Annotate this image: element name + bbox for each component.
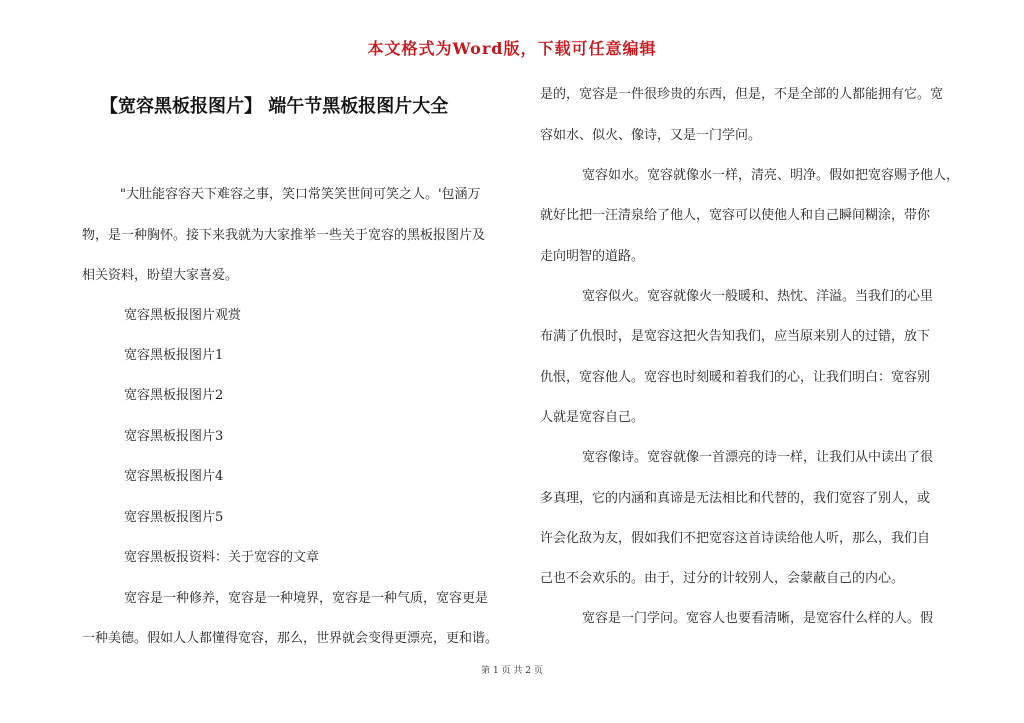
paragraph-line: 仇恨，宽容他人。宽容也时刻暖和着我们的心，让我们明白：宽容别: [540, 370, 931, 385]
paragraph-line: 一种美德。假如人人都懂得宽容，那么，世界就会变得更漂亮，更和谐。: [82, 631, 499, 646]
paragraph-line: "大肚能容容天下难容之事，笑口常笑笑世间可笑之人。'包涵万: [120, 187, 481, 202]
image-caption: 宽容黑板报图片5: [124, 510, 224, 525]
paragraph-line: 就好比把一汪清泉给了他人，宽容可以使他人和自己瞬间糊涂，带你: [540, 208, 931, 223]
paragraph-line: 宽容似火。宽容就像火一般暖和、热忱、洋溢。当我们的心里: [582, 289, 934, 304]
section-heading: 宽容黑板报资料：关于宽容的文章: [124, 550, 320, 565]
image-caption: 宽容黑板报图片4: [124, 469, 224, 484]
document-title: 【宽容黑板报图片】 端午节黑板报图片大全: [100, 96, 449, 117]
paragraph-line: 多真理，它的内涵和真谛是无法相比和代替的，我们宽容了别人，或: [540, 491, 931, 506]
image-caption: 宽容黑板报图片3: [124, 429, 224, 444]
paragraph-line: 布满了仇恨时，是宽容这把火告知我们，应当原来别人的过错，放下: [540, 329, 931, 344]
paragraph-line: 走向明智的道路。: [540, 249, 645, 264]
paragraph-line: 宽容像诗。宽容就像一首漂亮的诗一样，让我们从中读出了很: [582, 450, 934, 465]
image-caption: 宽容黑板报图片2: [124, 388, 224, 403]
page-indicator: 第 1 页 共 2 页: [481, 666, 543, 676]
paragraph-line: 人就是宽容自己。: [540, 410, 645, 425]
paragraph-line: 宽容是一种修养，宽容是一种境界，宽容是一种气质，宽容更是: [124, 591, 489, 606]
image-caption: 宽容黑板报图片1: [124, 348, 224, 363]
paragraph-line: 许会化敌为友，假如我们不把宽容这首诗读给他人听，那么，我们自: [540, 531, 931, 546]
paragraph-line: 容如水、似火、像诗，又是一门学问。: [540, 128, 762, 143]
paragraph-line: 是的，宽容是一件很珍贵的东西，但是，不是全部的人都能拥有它。宽: [540, 87, 944, 102]
download-banner: 本文格式为Word版，下载可任意编辑: [367, 39, 657, 58]
paragraph-line: 相关资料，盼望大家喜爱。: [82, 268, 239, 283]
paragraph-line: 己也不会欢乐的。由于，过分的计较别人，会蒙蔽自己的内心。: [540, 571, 905, 586]
paragraph-line: 宽容如水。宽容就像水一样，清亮、明净。假如把宽容赐予他人，: [582, 168, 960, 183]
section-heading: 宽容黑板报图片观赏: [124, 308, 242, 323]
paragraph-line: 宽容是一门学问。宽容人也要看清晰，是宽容什么样的人。假: [582, 611, 934, 626]
paragraph-line: 物，是一种胸怀。接下来我就为大家推举一些关于宽容的黑板报图片及: [82, 228, 486, 243]
